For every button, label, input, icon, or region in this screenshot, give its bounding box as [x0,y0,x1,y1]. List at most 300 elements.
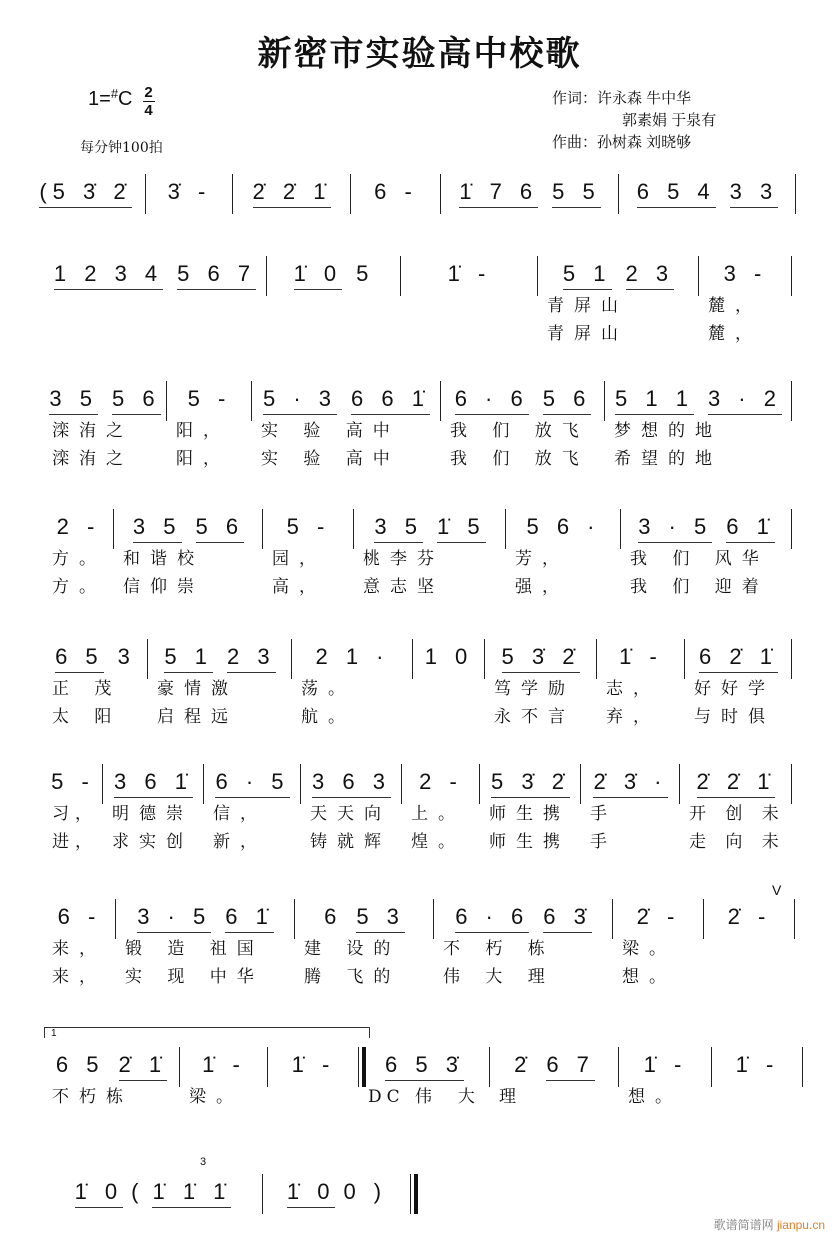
barline [684,639,685,679]
notes-row [297,641,408,675]
lyric-verse-1: 来， [52,939,106,959]
lyric-verse-1: 我 们 风华 [630,549,769,569]
lyric-verse-1: 方。 [52,549,106,569]
note-group: 5 1 1 [615,386,694,415]
measure [153,641,287,731]
measure [717,1049,798,1139]
note-group: 2 3 [227,644,276,673]
lyric-verse-2 [624,1111,707,1139]
lyricist-line-2: 郭素娟 于泉有 [622,112,717,129]
measure [418,641,480,731]
measure [30,176,141,266]
note-group: 6 · 6 [455,904,529,933]
measure [446,383,600,473]
measure [407,766,475,856]
notes-row [490,641,592,675]
lyric-verse-1 [356,210,436,238]
measure [297,641,408,731]
lyric-verse-1 [151,210,228,238]
lyric-verse-1: 不朽栋 [52,1087,133,1107]
lyric-verse-2: 强， [515,577,569,597]
notes-row [586,766,675,800]
lyric-verse-1 [268,1210,406,1238]
barline [251,381,252,421]
lyric-verse-2: 铸就辉 [310,832,391,852]
notes-row [709,901,790,935]
lyric-verse-2: 实 验 高中 [261,449,400,469]
measure [272,258,396,348]
barline [113,509,114,549]
notes-row [624,1049,707,1083]
measure [48,641,143,731]
lyric-verse-1: 明德崇 [112,804,193,824]
note-group: 2̇ - [636,904,681,929]
staff-system [0,385,839,487]
staff-system [0,768,839,870]
note-group: 6 5 3̇ [385,1052,464,1081]
note-group: 1̇ 0 [294,261,343,290]
barline [440,174,441,214]
lyric-verse-1 [446,210,614,238]
notes-row [48,511,109,545]
lyric-verse-2: 想。 [622,967,676,987]
notes-row [153,641,287,675]
note-group: 2 - [419,769,463,794]
barline [412,639,413,679]
staff-system [0,513,839,615]
notes-row [543,258,694,292]
measure [364,1049,485,1139]
note-group: (5 3̇ 2̇ [39,179,131,208]
measure [273,1049,354,1139]
notes-row [300,901,429,935]
notes-row [446,176,614,210]
barline [698,256,699,296]
note-group: 6 3̇ [543,904,592,933]
barline [791,381,792,421]
barline [604,381,605,421]
key-note: C [118,88,133,110]
lyric-verse-2: 师生携 [489,832,570,852]
barline [350,174,351,214]
measure [48,383,162,473]
barline [620,509,621,549]
notes-row [685,766,787,800]
note-group: 5 5 [552,179,601,208]
notes-row [602,641,680,675]
barline [400,256,401,296]
note-group: ( [131,1179,145,1204]
note-group: 3 6 1̇ [114,769,193,798]
lyric-verse-1: 滦洧之 [52,421,133,441]
composer-line: 作曲：孙树森 刘晓够 [552,134,692,151]
notes-row [48,258,262,292]
note-group: 0 ) [343,1179,388,1204]
note-group: 6 - [374,179,418,204]
note-group: 2 1 · [315,644,390,669]
lyric-verse-1 [624,210,791,238]
barline [794,899,795,939]
note-group: 1 0 [424,644,474,669]
lyric-verse-1: 园， [272,549,326,569]
barline [479,764,480,804]
note-group: 6 5 [55,644,104,673]
lyric-verse-2: 我 们 迎着 [630,577,769,597]
lyric-verse-1: 阳， [176,421,230,441]
notes-row [48,641,143,675]
lyric-verse-2: 手 [590,832,617,852]
staff-system [0,260,839,362]
lyric-verse-1: 梦想的地 [614,421,722,441]
note-group: 5 3̇ 2̇ [491,769,570,798]
barline [262,1174,263,1214]
measure [121,901,290,991]
time-sig-top: 2 [144,84,153,101]
notes-row [268,1176,406,1210]
measure [151,176,228,266]
measure [48,511,109,601]
credits [552,88,716,154]
measure [300,901,429,991]
note-group: 1̇ - [735,1052,780,1077]
notes-row [48,766,98,800]
lyric-verse-2: 方。 [52,577,106,597]
time-signature [143,84,155,119]
barline [802,1047,803,1087]
key-signature [88,84,155,119]
lyric-verse-1: 桃李芬 [363,549,444,569]
lyric-verse-2: 永不言 [494,707,575,727]
notes-row [439,901,608,935]
lyric-verse-1 [418,675,480,703]
barline [711,1047,712,1087]
watermark [714,1216,825,1233]
note-group: 6 2̇ 1̇ [699,644,778,673]
measure [406,258,533,348]
barline [401,764,402,804]
song-title: 新密市实验高中校歌 [257,34,582,74]
note-group: 1̇ - [643,1052,688,1077]
barline [703,899,704,939]
measure [704,258,787,348]
lyric-verse-2: 航。 [301,707,355,727]
lyric-verse-2: 弃， [606,707,660,727]
notes-row [406,258,533,292]
note-group: 6 1̇ [225,904,274,933]
measure [48,1049,175,1139]
lyric-verse-2: 青屏山 [547,324,628,344]
notes-row [306,766,397,800]
measure [257,383,436,473]
barline [618,1047,619,1087]
note-group: 3̇ - [167,179,212,204]
lyric-verse-1: 开 创 未 [689,804,786,824]
notes-row [172,383,247,417]
note-group: 6 7 [546,1052,595,1081]
barline [232,174,233,214]
lyric-verse-2: 阳， [176,449,230,469]
note-group: 2̇ 3̇ · [593,769,667,798]
notes-row [48,1176,258,1210]
notes-row [418,641,480,675]
barline [505,509,506,549]
lyric-verse-1 [717,1083,798,1111]
lyric-verse-2: 来， [52,967,106,987]
barline [145,174,146,214]
barline [791,639,792,679]
lyric-verse-1: 锻 造 祖国 [125,939,264,959]
measure [306,766,397,856]
measure [709,901,790,991]
lyric-verse-1: 我 们 放飞 [450,421,589,441]
lyric-verse-1 [273,1083,354,1111]
notes-row [610,383,787,417]
notes-row [48,383,162,417]
measure [48,766,98,856]
note-group: 1̇ 1̇ 1̇ [152,1179,231,1208]
note-group: 5 6 7 [177,261,256,290]
barline [203,764,204,804]
note-group: 1̇ 0 [287,1179,336,1208]
note-group: 5 6 [112,386,161,415]
lyric-verse-1: 师生携 [489,804,570,824]
lyric-verse-1: 手 [590,804,617,824]
lyric-verse-1 [238,210,346,238]
lyric-verse-2 [185,1111,263,1139]
volta-bracket: 1 [44,1027,370,1038]
barline [795,174,796,214]
notes-row [268,511,349,545]
notes-row [626,511,787,545]
lyric-verse-2: 希望的地 [614,449,722,469]
watermark-cn: 歌谱简谱网 [713,1218,774,1232]
measure [543,258,694,348]
measure [172,383,247,473]
measure [119,511,258,601]
lyric-verse-2 [364,1111,485,1139]
lyric-verse-1: 梁。 [622,939,676,959]
lyric-verse-1: 豪情激 [157,679,238,699]
measure [586,766,675,856]
note-group: 1 2 3 4 [54,261,163,290]
lyric-verse-1: 上。 [411,804,465,824]
lyric-verse-1: 好好学 [694,679,775,699]
note-group: 5 - [51,769,95,794]
note-group: 5 3 [356,904,405,933]
notes-row [618,901,699,935]
note-group: 1̇ 5 [437,514,486,543]
notes-row [238,176,346,210]
measure [439,901,608,991]
note-group: 5 6 · [526,514,601,539]
lyric-verse-1: 荡。 [301,679,355,699]
note-group: 3 · 2 [708,386,782,415]
barline [294,899,295,939]
notes-row [690,641,787,675]
lyric-verse-1: 想。 [628,1087,682,1107]
lyric-verse-2: 求实创 [112,832,193,852]
notes-row [151,176,228,210]
note-group: 6 1̇ [726,514,775,543]
staff-system [0,882,839,1005]
barline [300,764,301,804]
notes-row [407,766,475,800]
lyric-verse-2 [709,963,790,991]
note-group: 6 · 5 [215,769,289,798]
lyric-verse-2: 我 们 放飞 [450,449,589,469]
lyric-verse-1 [709,935,790,963]
notes-row [272,258,396,292]
lyric-verse-1: 麓， [708,296,762,316]
notes-row [30,176,141,210]
measure [511,511,616,601]
final-barline [410,1174,418,1214]
notes-row [511,511,616,545]
notes-row [704,258,787,292]
note-group: 2̇ 2̇ 1̇ [697,769,776,798]
notes-row [717,1049,798,1083]
barline [612,899,613,939]
note-group: 5 3̇ 2̇ [502,644,581,673]
notes-row [108,766,199,800]
note-group: 2̇ [514,1052,533,1077]
note-group: 6 · 6 [455,386,529,415]
lyric-verse-1: 不 朽 栋 [443,939,555,959]
notes-row [485,766,576,800]
notes-row [119,511,258,545]
barline [791,764,792,804]
barline [484,639,485,679]
lyric-verse-1: 正 茂 [52,679,122,699]
note-group: 1̇ - [291,1052,336,1077]
barline [102,764,103,804]
lyric-verse-1: 天天向 [310,804,391,824]
note-group: 5 - [286,514,331,539]
lyric-verse-1 [272,292,396,320]
lyric-verse-1: 习， [52,804,98,824]
note-group: 1̇ - [619,644,663,669]
notes-row [356,176,436,210]
measure [268,1176,406,1247]
note-group: 5 6 [196,514,245,543]
lyric-verse-2: 高， [272,577,326,597]
lyric-verse-1: 梁。 [189,1087,243,1107]
measure [610,383,787,473]
lyric-verse-2: 腾 飞的 [304,967,401,987]
lyric-verse-2: 启程远 [157,707,238,727]
lyric-verse-1: 和谐校 [123,549,204,569]
lyric-verse-1 [30,210,141,238]
lyric-verse-2 [48,1238,258,1247]
measure [485,766,576,856]
note-group: 3 5 [374,514,423,543]
barline [440,381,441,421]
time-sig-bottom: 4 [144,102,153,119]
lyric-verse-1: 实 验 高中 [261,421,400,441]
measure [602,641,680,731]
barline [147,639,148,679]
lyric-verse-2 [418,703,480,731]
note-group: 2̇ 1̇ [119,1052,168,1081]
barline [596,639,597,679]
note-group: 5 6 [543,386,592,415]
notes-row [495,1049,614,1083]
lyric-verse-2: 走 向 未 [689,832,786,852]
breath-mark: V [772,882,782,898]
lyric-verse-1: 建 设的 [304,939,401,959]
notes-row [446,383,600,417]
barline [266,256,267,296]
sharp-sign: # [110,86,119,101]
measure [238,176,346,266]
lyric-verse-2: 新， [213,832,267,852]
note-group: 5 [356,261,375,286]
staff-system [0,1028,839,1153]
measure [618,901,699,991]
note-group: 3 3 [730,179,779,208]
lyric-verse-1 [48,1210,258,1238]
measure [185,1049,263,1139]
measure [685,766,787,856]
notes-row [48,901,111,935]
lyric-verse-2 [268,1238,406,1247]
barline [679,764,680,804]
lyric-verse-1: 信， [213,804,267,824]
notes-row [257,383,436,417]
measure [495,1049,614,1139]
staff-system [0,643,839,745]
lyric-verse-2: 实 现 中华 [125,967,264,987]
measure [48,901,111,991]
measure [48,1176,258,1247]
lyric-verse-2: 滦洧之 [52,449,133,469]
tempo-marking: 每分钟100拍 [80,140,163,156]
measure [359,511,501,601]
barline [618,174,619,214]
lyric-verse-1: 笃学励 [494,679,575,699]
notes-row [624,176,791,210]
barline [291,639,292,679]
note-group: 3 · 5 [638,514,712,543]
lyric-verse-2 [273,1111,354,1139]
note-group: 2̇ - [727,904,772,929]
note-group: 2 - [56,514,101,539]
lyric-verse-2: 伟 大 理 [443,967,555,987]
notes-row [48,1049,175,1083]
lyric-verse-2: 进， [52,832,98,852]
note-group: 6 [324,904,343,929]
measure [624,176,791,266]
note-group: 5 1 [164,644,213,673]
lyric-verse-2 [48,1111,175,1139]
barline [179,1047,180,1087]
notes-row [273,1049,354,1083]
note-group: 3 [117,644,136,669]
lyricist-line-1: 作词：许永森 牛中华 [552,90,692,107]
lyric-verse-2 [495,1111,614,1139]
lyric-verse-2 [272,320,396,348]
barline [580,764,581,804]
barline [489,1047,490,1087]
measure [490,641,592,731]
lyric-verse-2: 意志坚 [363,577,444,597]
barline [267,1047,268,1087]
note-group: 6 5 [55,1052,105,1077]
barline [791,256,792,296]
note-group: 2 3 [626,261,675,290]
notes-row [185,1049,263,1083]
note-group: 5 · 3 [263,386,337,415]
